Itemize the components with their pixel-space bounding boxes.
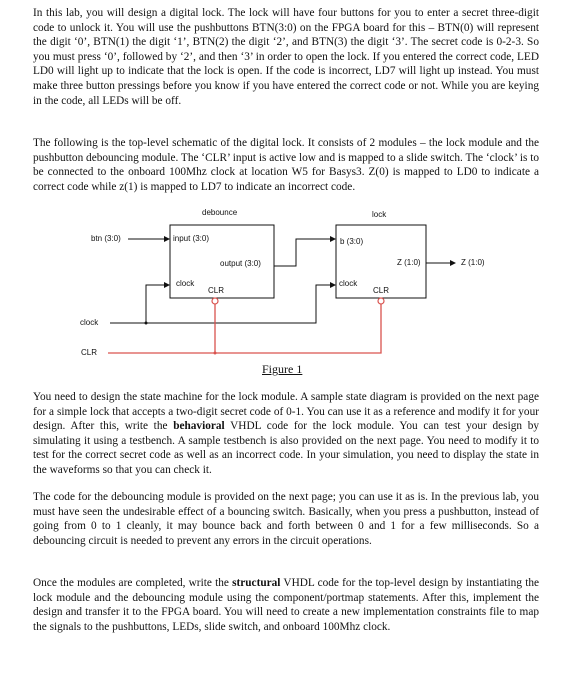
p3-text-a: You need to design the state machine for the lock module. A sample state diagram is provided on the next page for a simple lock that accepts a two-digit secret code of 0-1. You can use it as a reference and modify it for your design. After this, write the bbox=[33, 391, 539, 433]
lock-clock-port-label: clock bbox=[339, 279, 358, 288]
z-port-label: Z (1:0) bbox=[397, 258, 421, 267]
clr-bubble-lock bbox=[378, 298, 384, 304]
debounced-wire bbox=[274, 239, 335, 266]
btn-label: btn (3:0) bbox=[91, 234, 121, 243]
p5-text-a: Once the modules are completed, write the bbox=[33, 577, 233, 589]
paragraph-schematic-description: The following is the top-level schematic of the digital lock. It consists of 2 modules – the lock module and the pushbutton debouncing module. The ‘CLR’ input is active low and is mapped to a slide switch. The ‘clock’ is to be connected to the onboard 100Mhz clock at location W5 for Basys3. Z(0) is mapped to LD0 to indicate a correct code while z(1) is mapped to LD7 to indicate an incorrect code. bbox=[33, 137, 539, 193]
paragraph-structural bbox=[33, 576, 539, 634]
clr-input-label: CLR bbox=[81, 348, 98, 357]
debounce-title: debounce bbox=[202, 208, 238, 217]
paragraph-state-machine bbox=[33, 390, 539, 478]
paragraph-debouncing: The code for the debouncing module is provided on the next page; you can use it as is. In the previous lab, you must have seen the undesirable effect of a bouncing switch. Basically, when you press a pushbutton, instead of going from 0 to 1 cleanly, it may bounce back and forth between 0 and 1 for a few milliseconds. So a debouncing circuit is needed to prevent any errors in the circuit operations. bbox=[33, 491, 539, 547]
p3-text-b: VHDL code for the lock module. You can test your design by simulating it using a testbench. A sample testbench is also provided on the next page. You need to modify it to test for the correct secret code as well as an incorrect code. In your simulation, you need to display the state in the waveforms so that you can check it. bbox=[33, 420, 540, 476]
clock-input-label: clock bbox=[80, 318, 99, 327]
paragraph-intro: In this lab, you will design a digital lock. The lock will have four buttons for you to enter a secret three-digit code to unlock it. You will use the pushbuttons BTN(3:0) on the FPGA board for this – BTN(0) will represent the digit ‘0’, BTN(1) the digit ‘1’, BTN(2) the digit ‘2’, and BTN(3) the digit ‘3’. The secret code is 0-2-3. So you must press ‘0’, followed by ‘2’, and then ‘3’ in order to open the lock. If you entered the correct code, LED LD0 will light up to indicate that the lock is open. If the code is incorrect, LD7 will light up instead. You must make three button pressings before you know if you have entered the correct code or not. While you are keying in the code, all LEDs will be off. bbox=[33, 7, 539, 107]
clock-wire bbox=[110, 285, 169, 323]
input-port-label: input (3:0) bbox=[173, 234, 210, 243]
p5-text-b: VHDL code for the top-level design by instantiating the lock module and the debouncing module using the component/portmap statements. After this, implement the design and transfer it to the FPGA board. You will need to create a new implementation constraints file to map the signals to the pushbuttons, LEDs, slide switch, and onboard 100Mhz clock. bbox=[33, 577, 539, 633]
output-port-label: output (3:0) bbox=[220, 259, 261, 268]
clr-wire bbox=[108, 303, 381, 353]
clr-junction bbox=[214, 352, 217, 355]
lock-clr-port-label: CLR bbox=[373, 286, 390, 295]
clock-junction bbox=[145, 322, 148, 325]
figure-schematic bbox=[0, 203, 561, 381]
figure-caption: Figure 1 bbox=[262, 362, 303, 376]
z-output-label: Z (1:0) bbox=[461, 258, 485, 267]
clr-bubble-debounce bbox=[212, 298, 218, 304]
b-port-label: b (3:0) bbox=[340, 237, 364, 246]
debounce-clr-port-label: CLR bbox=[208, 286, 225, 295]
p5-bold-structural: structural bbox=[232, 577, 281, 589]
lock-title: lock bbox=[372, 210, 387, 219]
p3-bold-behavioral: behavioral bbox=[173, 420, 225, 433]
debounce-clock-port-label: clock bbox=[176, 279, 195, 288]
